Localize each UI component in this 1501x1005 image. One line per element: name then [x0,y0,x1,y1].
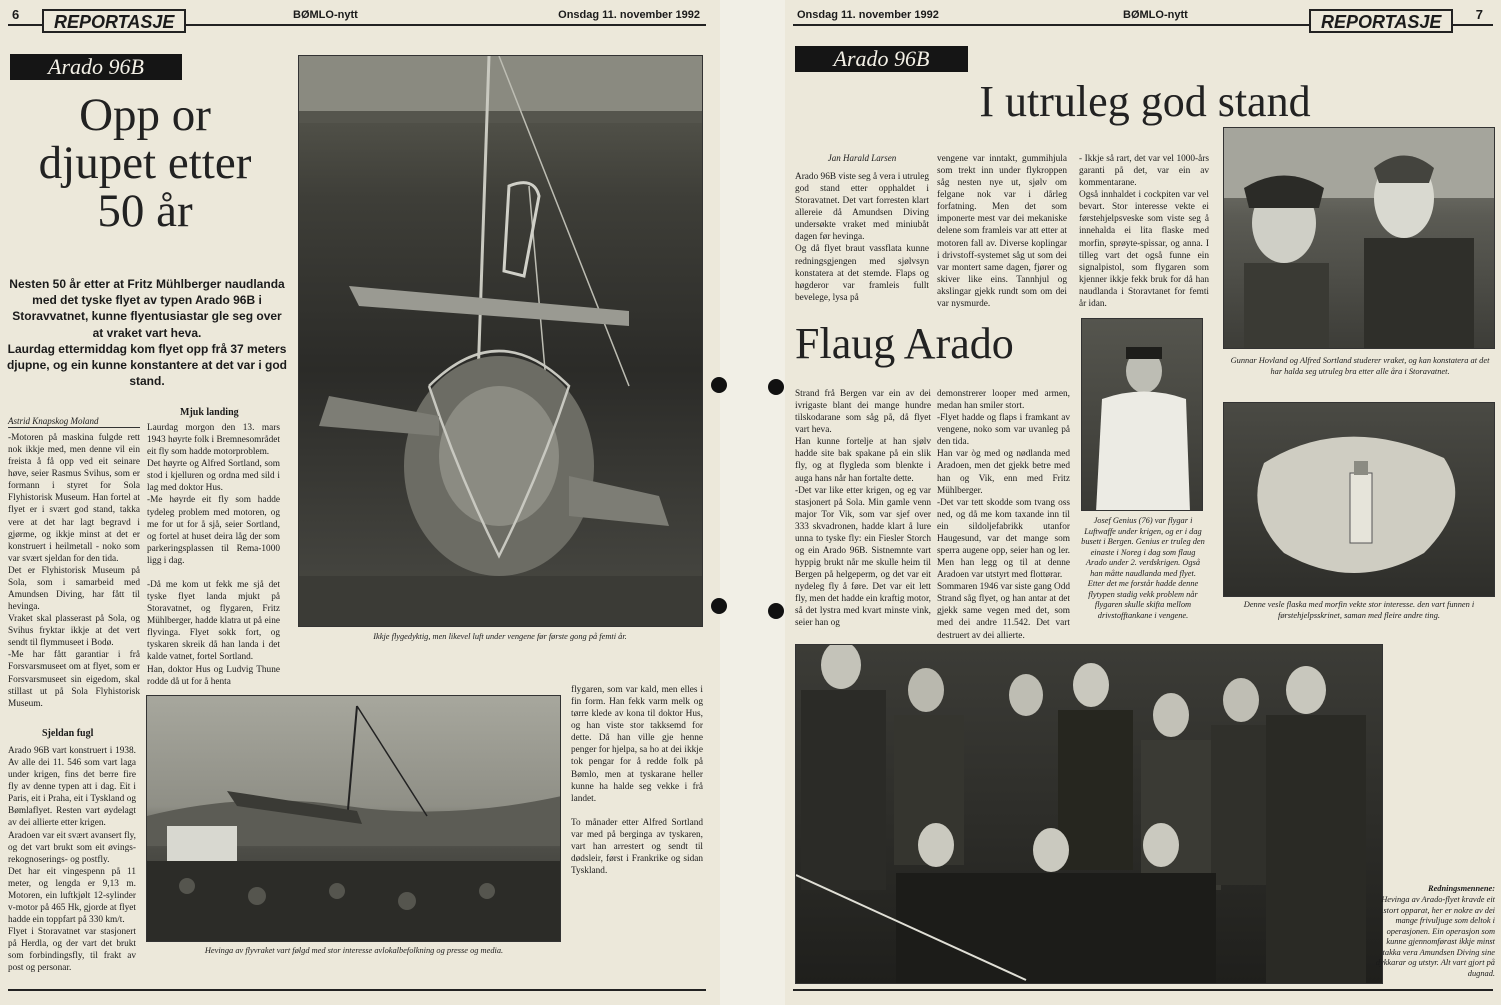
binder-hole [768,603,784,619]
left-subhead-mjuk: Mjuk landing [180,407,239,418]
left-byline: Astrid Knapskog Moland [8,416,140,428]
crowd-lift-illustration [147,696,561,942]
left-main-photo-caption: Ikkje flygedyktig, men likevel luft under vengene før første gong på femti år. [373,632,627,641]
left-date: Onsdag 11. november 1992 [558,9,700,21]
plane-wreck-photo [298,55,703,627]
left-section-label: REPORTASJE [42,9,186,33]
crowd-lift-photo [146,695,561,942]
morphine-bottle-illustration [1224,403,1495,597]
group-caption-title: Redningsmennene: [1427,884,1495,893]
left-paper-name: BØMLO-nytt [293,9,358,21]
josef-genius-illustration [1082,319,1203,511]
right-col-5: demonstrerer looper med armen, medan han smiler stort. -Flyet hadde og flaps i framkant av vengene, noko som var uvanleg på den tida. Han var òg med og nødlanda med Aradoen, men det gjekk betre med han og Vik, enn med Fritz Mühlberger. -Det var tett skodde som tvang oss ned, og då me kom taxande inn til ein sildoljefabrikk utanfor Haugesund, var det mange som sperra augene opp, seier han og ler. Men han legg og til at denne Aradoen var utstyrt med flottørar. Sommaren 1946 var siste gang Odd Strand såg flyet, og han antar at det gjekk same vegen med det, som med dei andre 11.542. Det vart destruert av dei allierte. [937,389,1070,641]
right-page-number: 7 [1475,7,1483,22]
right-top-photo-caption: Gunnar Hovland og Alfred Sortland studerer vraket, og kan konstatera at det har halda seg utruleg bra etter alle åra i Storavatnet. [1230,356,1490,376]
inspecting-men-illustration [1224,128,1495,349]
page-gutter [720,0,785,1005]
left-page [0,0,720,1005]
left-col-4: flygaren, som var kald, men elles i fin form. Han fekk varm melk og tørre klede av kona til doktor Hus, og han viste stor takksemd for dette. Då han ville gje henne penger for hjelpa, sa ho at dei ikkje tok pengar for å redde folk på Bømlo, men at tyskarane heller kunne ha halde seg vekke i frå landet. To månader etter Alfred Sortland var med på berginga av tyskaren, vart han arrestert og sendt til dødsleir, først i Frankrike og sidan Tyskland. [571,685,703,877]
right-paper-name: BØMLO-nytt [1123,9,1188,21]
right-page [785,0,1501,1005]
josef-genius-photo [1081,318,1203,511]
rescuers-group-illustration [796,645,1383,984]
right-headline: I utruleg god stand [979,77,1311,126]
left-page-number: 6 [12,7,20,22]
left-col-2: Laurdag morgon den 13. mars 1943 høyrte folk i Bremnesområdet eit fly som hadde motorproblem. Det høyrte og Alfred Sortland, som stod i kjelluren og ordna med sild i lag med doktor Hus. -Me høyrde eit fly som hadde tydeleg problem med motoren, og me for ut for å sjå, seier Sortland, og fortel at huset deira låg der som parkeringsplassen til Rema-1000 ligg i dag. -Då me kom ut fekk me sjå det tyske flyet landa mjukt på Storavatnet, og flygaren, Fritz Mühlberger, hadde klatra ut på eine flyvinga. Flyet sokk fort, og tyskaren skreik då han landa i det kalde vatnet, fortel Sortland. Han, doktor Hus og Ludvig Thune rodde då ut for å henta [147,423,280,687]
right-col-1: Arado 96B viste seg å vera i utruleg god stand etter opphaldet i Storavatnet. Det vart forresten klart allereie då Amundsen Diving undersøkte vraket med miniubåt dagen før hevinga. Og då flyet braut vassflata kunne redningsgjengen med sjølvsyn konstatera at det stemde. Flaps og høgderor var framleis fullt bevelege, lysa på [795,172,929,303]
right-kicker: Arado 96B [795,46,968,72]
right-date: Onsdag 11. november 1992 [797,9,939,21]
bottle-caption: Denne vesle flaska med morfin vekte stor interesse. den vart funnen i førstehjelpsskrinet, saman med fleire andre ting. [1243,600,1475,620]
right-col-4: Strand frå Bergen var ein av dei ivrigaste blant dei mange hundre tilskodarane som såg på, då flyet vart heva. Han kunne fortelje at han sjølv hadde site bak spakane på ein slik fly, og at flygleda som blenkte i auga hans når han fortalte dette. -Det var like etter krigen, og eg var stasjonert på Sola. Min gamle venn major Tor Vik, som var sjef over 333 skvadronen, hadde klart å lure unna to tyske fly: ein Fiesler Storch og ein Arado 96B. Sistnemnte vart hyppig brukt når me skulle heim til Bergen på helgeperm, og det var eit nydeleg fly å føre. Det var eit lett fly, men det hadde ein kraftig motor, så det lystra med kvart minste vink, seier han og [795,389,931,629]
binder-hole [711,598,727,614]
right-headline-2: Flaug Arado [795,319,1014,368]
right-col-3: - Ikkje så rart, det var vel 1000-års garanti på det, var ein av kommentarane. Også innhaldet i cockpiten var vel bevart. Stor interesse vekte ei førstehjelpsveske som viste seg å innehalda ei lita flaske med morfin, sprøyte-spissar, og anna. I tilleg vart det også funne ein signalpistol, som flygaren som kjenner ikkje fekk bruk for då han naudlanda i Storavtanet for femti år idan. [1079,154,1209,309]
inspecting-men-photo [1223,127,1495,349]
left-page-header [8,6,706,32]
right-section-label: REPORTASJE [1309,9,1453,33]
right-footer-rule [793,989,1493,991]
left-subhead-sjeldan: Sjeldan fugl [42,728,94,739]
right-col-2: vengene var inntakt, gummihjula som trekt inn under flykroppen såg nesten nye ut, sjølv om felgane nok var i dårleg forfatning. Men det som imponerte mest var dei mekaniske delene som framleis var att etter at motoren fall av. Diverse koplingar i drivstoff-systemet såg ut som dei var montert same dagen, fjører og skiver like eins. Tannhjul og akslingar gjekk rundt som om dei var nysmurde. [937,154,1067,309]
group-caption: Hevinga av Arado-flyet kravde eit stort opparat, her er nokre av dei mange frivuljuge som deltok i operasjonen. Ein operasjon som kunne gjennomførast ikkje minst takka vera Amundsen Diving sine dykkarar og utstyr. Alt vart gjort på dugnad. [1375,895,1495,978]
right-byline: Jan Harald Larsen [827,153,897,163]
binder-hole [711,377,727,393]
rescuers-group-photo [795,644,1383,984]
left-kicker: Arado 96B [10,54,182,80]
right-page-header [793,6,1493,32]
left-headline: Opp or djupet etter 50 år [38,89,252,237]
left-footer-rule [8,989,706,991]
left-col-1: -Motoren på maskina fulgde rett nok ikkje med, men denne vil ein freista å få opp ved eit seinare høve, seier Rasmus Svihus, som er formann i styret for Sola Flyhistorisk Museum. Han fortel at flyet er i svært god stand, takka vere at det har lagt begravd i gjørme, og ikkje minst at det er konstruert i heilmetall - noko som var svært sjeldan for den tida. Det er Flyhistorisk Museum på Sola, som i samarbeid med Amundsen Diving, har fått til hevinga. Vraket skal plasserast på Sola, og Svihus fryktar ikkje at det vert sendt til flymmuseet i Bodø. -Me har fått garantiar i frå Forsvarsmuseet om at flyet, som er Forsvarsmuseet sin eigedom, skal stillast ut på Sola Flyhistorisk Museum. [8,433,140,709]
morphine-bottle-photo [1223,402,1495,597]
binder-hole [768,379,784,395]
left-col-3: Arado 96B vart konstruert i 1938. Av alle dei 11. 546 som vart laga under krigen, fins det berre fire fly av denne typen att i dag. Eit i Paris, eit i Praha, eit i Tyskland og Bømlaflyet. Resten vart øydelagt av dei allierte etter krigen. Aradoen var eit svært avansert fly, og det vart brukt som eit øvings- rekognoserings- og postfly. Det har eit vingespenn på 11 meter, og lengda er 9,13 m. Motoren, ein luftkjølt 12-sylinder v-motor på 465 Hk, gjorde at flyet hadde ein toppfart på 330 km/t. Flyet i Storavatnet var stasjonert på Herdla, og der vart det brukt som forbindingsfly, til frakt av post og personar. [8,746,136,974]
portrait-caption: Josef Genius (76) var flygar i Luftwaffe under krigen, og er i dag busett i Bergen. Genius er truleg den einaste i Noreg i dag som flaug Arado under 2. verdskrigen. Også han måtte naudlanda med flyet. Etter det me forstår hadde denne flytypen stadig vekk problem når flygaren skulle skifta mellom drivstofftankane i vengene. [1081,516,1205,620]
plane-wreck-illustration [299,56,703,627]
left-second-photo-caption: Hevinga av flyvraket vart følgd med stor interesse avlokalbefolkning og presse og media. [204,946,504,955]
left-lead: Nesten 50 år etter at Fritz Mühlberger naudlanda med det tyske flyet av typen Arado 96B i Storavvatnet, kunne flyentusiastar gle seg over at vraket vart heva. Laurdag ettermiddag kom flyet opp frå 37 meters djupne, og ein kunne konstantere at det var i god stand. [6,277,288,389]
